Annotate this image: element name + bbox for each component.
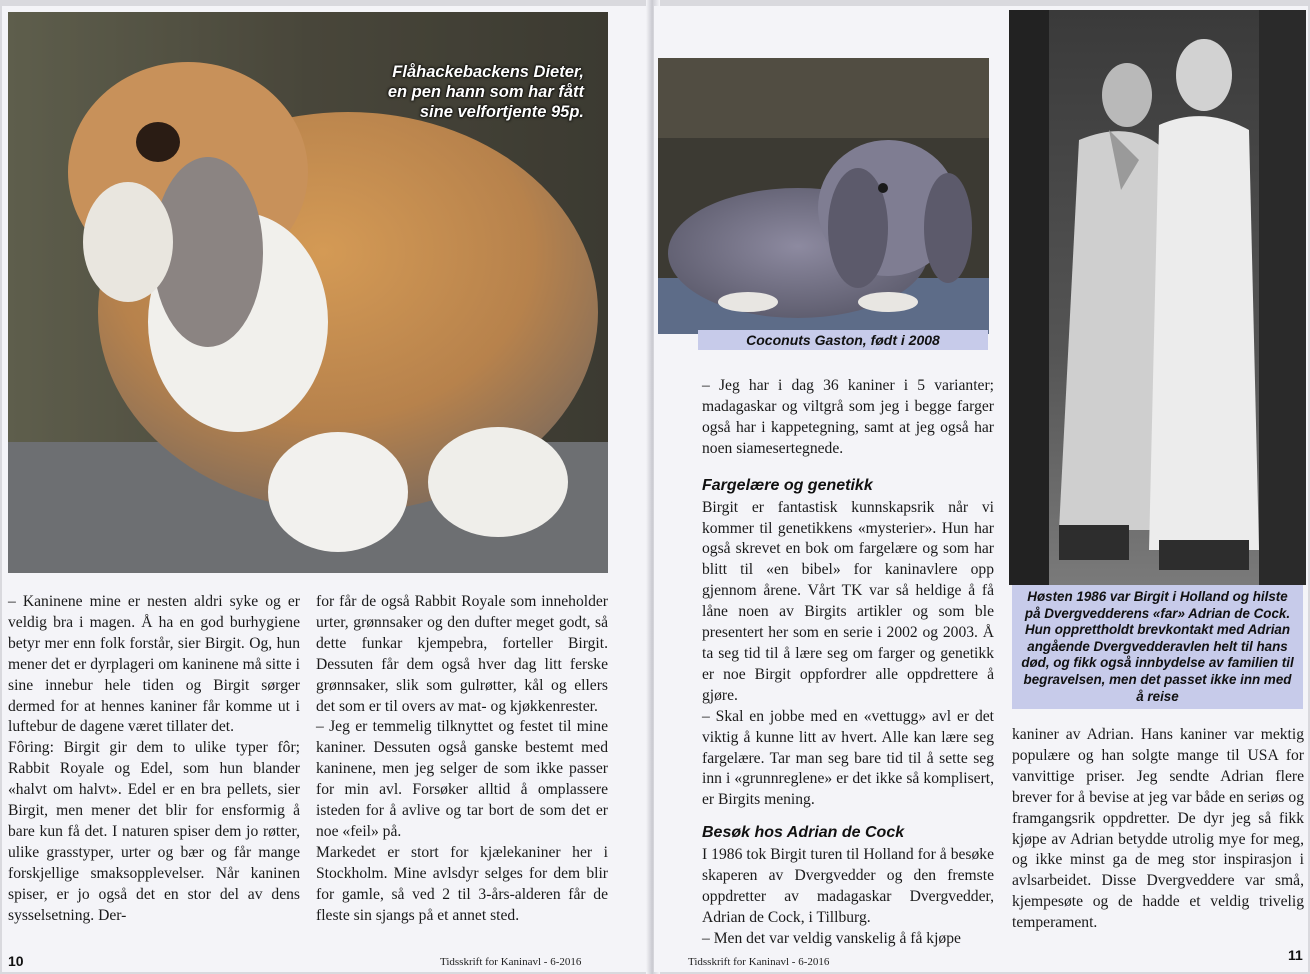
left-column-1: [8, 592, 300, 927]
paragraph: kaniner av Adrian. Hans kaniner var mektig populære og han solgte mange til USA for vanvittige priser. Jeg sendte Adrian flere brever for å bevise at jeg var både en seriøs og framgangsrik oppdretter. De dyr jeg så fikk kjøpe av Adrian betydde utrolig mye for meg, og ikke minst ga de meg stor inspirasjon i avlsarbeidet. Disse Dvergveddere var små, kjempesøte og de hadde et veldig trivelig temperament.: [1012, 726, 1304, 932]
page-number-right: 11: [1288, 947, 1303, 963]
paragraph: – Skal en jobbe med en «vettugg» avl er det viktig å kunne litt av hvert. Alle kan lære seg fargelære. Tar man seg bare tid til å sette seg inn i «grunnreglene» er det ikke så komplisert, er Birgits mening.: [702, 707, 994, 809]
paragraph: – Men det var veldig vanskelig å få kjøpe: [702, 929, 961, 947]
page-number-left: 10: [8, 953, 24, 969]
paragraph: for får de også Rabbit Royale som inneholder urter, grønnsaker og den dufter meget godt, så dette funkar kjempebra, forteller Birgit. Dessuten får dem også hver dag litt ferske grønnsaker, slik som gulrøtter, kål og ellers det som er til overs av mat- og kjøkkenrester.: [316, 593, 608, 715]
right-page: [654, 6, 1308, 972]
dieter-photo-caption: Flåhackebackens Dieter, en pen hann som har fått sine velfortjente 95p.: [387, 63, 584, 121]
right-column-1: [702, 376, 994, 950]
paragraph: I 1986 tok Birgit turen til Holland for å besøke skaperen av Dvergvedder og den fremste oppdretter av madagaskar Dvergvedder, Adrian de Cock, i Tillburg.: [702, 846, 994, 926]
paragraph: – Jeg har i dag 36 kaniner i 5 varianter; madagaskar og viltgrå som jeg i begge farger også har i kappetegning, samt at jeg også har noen siamesertegnede.: [702, 377, 994, 457]
birgit-adrian-photo: [1009, 10, 1306, 585]
paragraph: – Jeg er temmelig tilknyttet og festet til mine kaniner. Dessuten også ganske bestemt med kaninene, men jeg selger de som ikke passer for min avl. Forsøker alltid å omplassere isteden for å avlive og tar bort de som det er noe «feil» på.: [316, 718, 608, 840]
heading-fargelaere: Fargelære og genetikk: [702, 476, 873, 494]
heading-besok: Besøk hos Adrian de Cock: [702, 824, 905, 842]
left-page: [2, 6, 652, 972]
birgit-adrian-caption: Høsten 1986 var Birgit i Holland og hilste på Dvergvedderens «far» Adrian de Cock. Hun opprettholdt brevkontakt med Adrian angående Dvergvedderavlen helt til hans død, og fikk også innbydelse av familien til begravelsen, men det passet ikke inn med å reise: [1012, 585, 1303, 709]
paragraph: – Kaninene mine er nesten aldri syke og er veldig bra i magen. Å ha en god burhygiene betyr mer enn folk forstår, sier Birgit. Og, hun mener det er dyrplageri om kaninene må sitte i sine innebur hele tiden og Birgit sørger dermed for at hennes kaniner får komme ut i luftebur de dagene været tillater det.: [8, 593, 300, 736]
rabbit-gaston-photo: [658, 58, 989, 334]
gaston-photo-caption: Coconuts Gaston, født i 2008: [698, 330, 988, 350]
left-column-2: [316, 592, 608, 927]
paragraph: Fôring: Birgit gir dem to ulike typer fôr; Rabbit Royale og Edel, som hun blander «halvt om halvt». Edel er en bra pellets, sier Birgit, men mener det blir for ensformig å bare kun få det. I naturen spiser dem jo røtter, ulike grasstyper, urter og bær og får mange forskjellige smaksopplevelser. Når kaninen spiser, er jo også det en stor del av dens sysselsetning. Der-: [8, 739, 300, 924]
rabbit-dieter-photo: [8, 12, 608, 573]
paragraph: Birgit er fantastisk kunnskapsrik når vi kommer til genetikkens «mysterier». Hun har også skrevet en bok om fargelære og som har blitt til «en bibel» for kaninavlere opp gjennom årene. Vårt TK var så heldige å få låne noen av Birgits artikler og som ble presentert her som en serie i 2002 og 2003. Å ta seg tid til å lære seg om farger og genetikk er noe Birgit oppfordrer alle oppdrettere å gjøre.: [702, 498, 994, 704]
footer-right: Tidsskrift for Kaninavl - 6-2016: [688, 956, 830, 968]
right-column-2: [1012, 725, 1304, 934]
footer-left: Tidsskrift for Kaninavl - 6-2016: [440, 956, 582, 968]
paragraph: Markedet er stort for kjælekaniner her i Stockholm. Mine avlsdyr selges for dem blir for gamle, så ved 2 til 3-års-alderen får de fleste sin sjangs på et annet sted.: [316, 843, 608, 924]
